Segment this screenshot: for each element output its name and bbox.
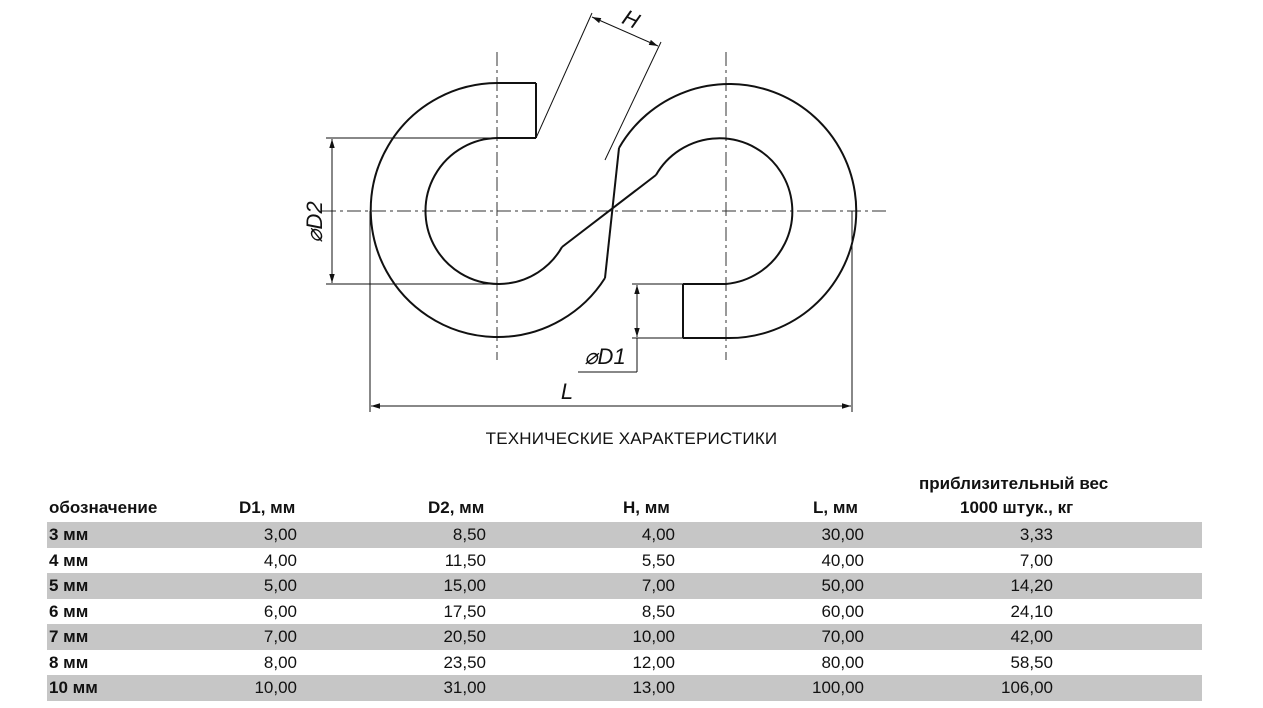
cell-l: 50,00 xyxy=(821,576,864,595)
cell-l: 30,00 xyxy=(821,525,864,544)
cell-weight: 3,33 xyxy=(1019,525,1053,544)
specifications-table xyxy=(47,470,1202,701)
cell-d1: 7,00 xyxy=(263,627,297,646)
header-weight-line2: 1000 штук., кг xyxy=(960,498,1074,517)
dimension-label-h: H xyxy=(618,4,644,34)
cell-d1: 6,00 xyxy=(263,601,297,621)
dimension-label-d1: ⌀D1 xyxy=(584,344,626,369)
table-header xyxy=(47,470,1202,522)
dimension-label-l: L xyxy=(560,379,574,404)
cell-h: 10,00 xyxy=(632,627,675,646)
cell-d2: 31,00 xyxy=(443,678,486,697)
cell-l: 100,00 xyxy=(812,678,864,697)
header-h: H, мм xyxy=(623,498,670,517)
table-title: ТЕХНИЧЕСКИЕ ХАРАКТЕРИСТИКИ xyxy=(485,429,778,448)
cell-l: 80,00 xyxy=(821,652,864,672)
table-row xyxy=(47,675,1202,701)
cell-designation: 5 мм xyxy=(49,576,89,595)
cell-l: 60,00 xyxy=(821,601,864,621)
cell-designation: 6 мм xyxy=(49,601,89,621)
cell-d1: 5,00 xyxy=(263,576,297,595)
cell-designation: 8 мм xyxy=(49,652,89,672)
cell-d1: 4,00 xyxy=(263,550,297,570)
table-row xyxy=(47,624,1202,650)
cell-l: 40,00 xyxy=(821,550,864,570)
table-row xyxy=(47,522,1202,548)
header-d2: D2, мм xyxy=(428,498,485,517)
cell-weight: 58,50 xyxy=(1010,652,1053,672)
cell-d1: 10,00 xyxy=(254,678,297,697)
header-l: L, мм xyxy=(813,498,858,517)
header-weight-line1: приблизительный вес xyxy=(919,474,1109,493)
cell-designation: 10 мм xyxy=(49,678,98,697)
cell-h: 7,00 xyxy=(641,576,675,595)
cell-d2: 23,50 xyxy=(443,652,486,672)
cell-designation: 3 мм xyxy=(49,525,89,544)
cell-d2: 8,50 xyxy=(452,525,486,544)
cell-d2: 11,50 xyxy=(444,550,486,570)
table-row xyxy=(47,548,1202,574)
cell-weight: 14,20 xyxy=(1010,576,1053,595)
cell-d2: 17,50 xyxy=(443,601,486,621)
cell-l: 70,00 xyxy=(821,627,864,646)
cell-weight: 24,10 xyxy=(1010,601,1053,621)
cell-weight: 7,00 xyxy=(1019,550,1053,570)
dimension-h xyxy=(536,13,661,160)
cell-weight: 42,00 xyxy=(1010,627,1053,646)
cell-d1: 3,00 xyxy=(263,525,297,544)
dimension-l xyxy=(370,211,852,412)
dimension-label-d2: ⌀D2 xyxy=(302,201,327,243)
cell-h: 13,00 xyxy=(632,678,675,697)
left-loop-outer xyxy=(371,83,605,337)
cell-designation: 7 мм xyxy=(49,627,89,646)
cell-designation: 4 мм xyxy=(49,550,89,570)
header-d1: D1, мм xyxy=(239,498,296,517)
table-row xyxy=(47,599,1202,625)
cell-d2: 20,50 xyxy=(443,627,486,646)
cell-weight: 106,00 xyxy=(1001,678,1053,697)
cell-h: 4,00 xyxy=(641,525,675,544)
table-row xyxy=(47,573,1202,599)
table-row xyxy=(47,650,1202,676)
header-designation: обозначение xyxy=(49,498,158,517)
cell-d2: 15,00 xyxy=(443,576,486,595)
cell-h: 12,00 xyxy=(632,652,675,672)
cell-d1: 8,00 xyxy=(263,652,297,672)
cell-h: 5,50 xyxy=(641,550,675,570)
table-body xyxy=(47,522,1202,701)
cell-h: 8,50 xyxy=(641,601,675,621)
